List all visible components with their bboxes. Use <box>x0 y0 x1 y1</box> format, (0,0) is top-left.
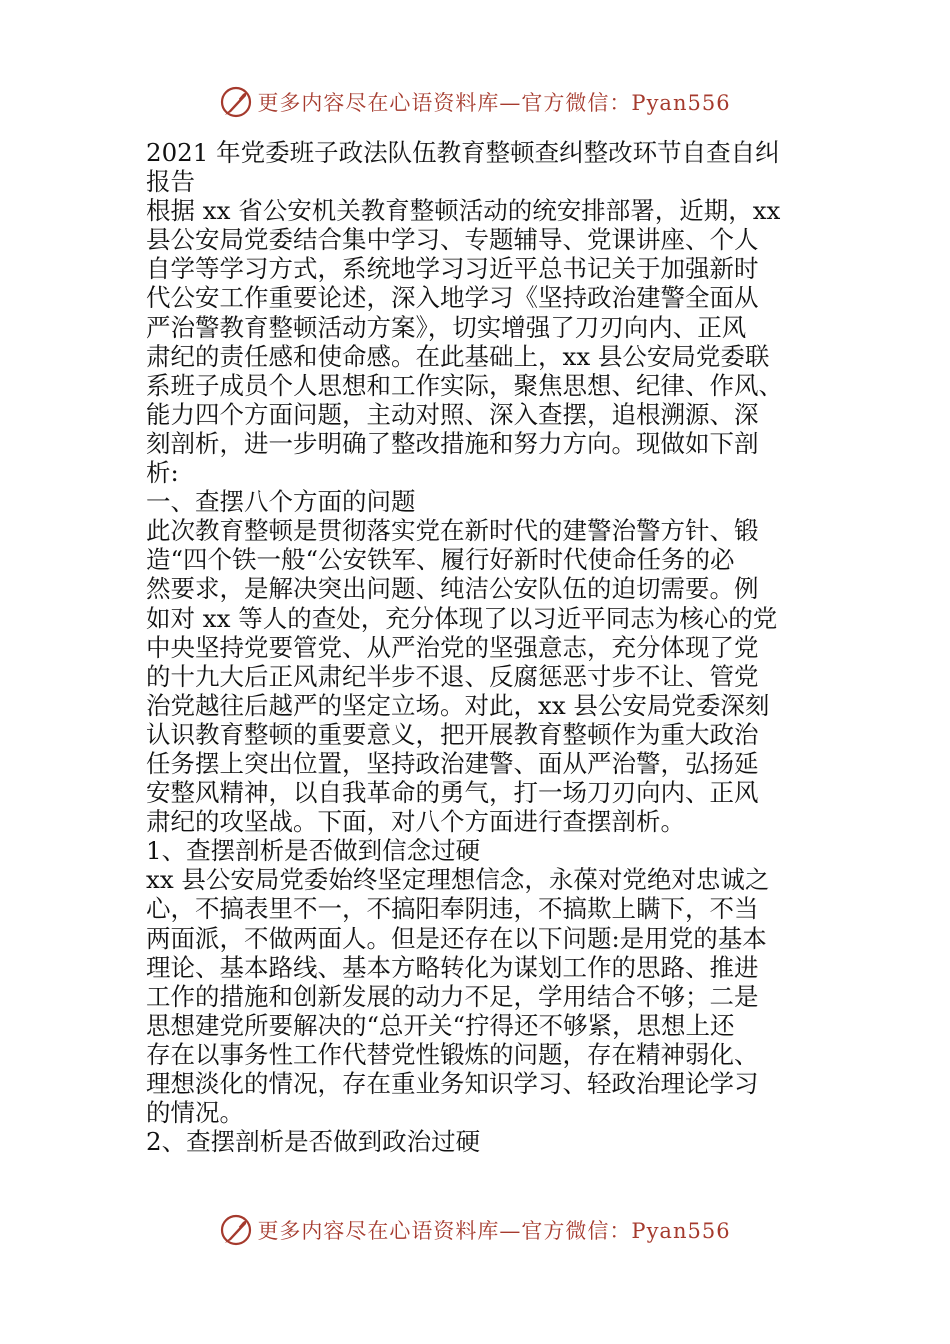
text-line: 能力四个方面问题，主动对照、深入查摆，追根溯源、深 <box>146 399 759 429</box>
text-line: 2021 年党委班子政法队伍教育整顿查纠整改环节自查自纠 <box>146 138 780 167</box>
text-line: 县公安局党委结合集中学习、专题辅导、党课讲座、个人 <box>146 225 759 255</box>
text-line: 任务摆上突出位置，坚持政治建警、面从严治警，弘扬延 <box>146 748 759 778</box>
text-line: 治党越往后越严的坚定立场。对此，xx 县公安局党委深刻 <box>146 690 770 720</box>
footer-watermark-banner <box>0 1210 950 1250</box>
text-line: 理想淡化的情况，存在重业务知识学习、轻政治理论学习 <box>146 1069 759 1098</box>
text-line: 工作的措施和创新发展的动力不足，学用结合不够；二是 <box>146 981 759 1011</box>
text-line: 理论、基本路线、基本方略转化为谋划工作的思路、推进 <box>146 952 759 982</box>
text-line: 1、查摆剖析是否做到信念过硬 <box>146 836 481 866</box>
document-body <box>146 138 800 1156</box>
text-line: 2、查摆剖析是否做到政治过硬 <box>146 1127 481 1157</box>
text-line: 心，不搞表里不一，不搞阳奉阴违，不搞欺上瞒下，不当 <box>146 894 759 924</box>
text-line: 系班子成员个人思想和工作实际，聚焦思想、纪律、作风、 <box>146 370 783 400</box>
quill-logo-icon <box>219 1213 253 1247</box>
quill-logo-icon <box>219 85 253 119</box>
text-line: 严治警教育整顿活动方案》，切实增强了刀刃向内、正风 <box>146 312 747 342</box>
header-banner-text: 更多内容尽在心语资料库—官方微信：Pyan556 <box>257 91 731 115</box>
text-line: 然要求，是解决突出问题、纯洁公安队伍的迫切需要。例 <box>146 574 759 604</box>
text-line: 存在以事务性工作代替党性锻炼的问题，存在精神弱化、 <box>146 1039 759 1069</box>
text-line: 此次教育整顿是贯彻落实党在新时代的建警治警方针、锻 <box>146 516 759 546</box>
text-line: 的十九大后正风肃纪半步不退、反腐惩恶寸步不让、管党 <box>146 661 759 691</box>
text-line: 根据 xx 省公安机关教育整顿活动的统安排部署，近期，xx <box>146 196 781 226</box>
text-line: 一、查摆八个方面的问题 <box>146 487 416 517</box>
text-line: 代公安工作重要论述，深入地学习《坚持政治建警全面从 <box>146 283 759 313</box>
footer-banner-text: 更多内容尽在心语资料库—官方微信：Pyan556 <box>257 1219 731 1243</box>
text-line: 报告 <box>146 167 195 197</box>
text-line: 肃纪的攻坚战。下面，对八个方面进行查摆剖析。 <box>146 807 685 837</box>
text-line: 自学等学习方式，系统地学习习近平总书记关于加强新时 <box>146 254 759 284</box>
text-line: 如对 xx 等人的查处，充分体现了以习近平同志为核心的党 <box>146 603 778 633</box>
text-line: 造“四个铁一般“公安铁军、履行好新时代使命任务的必 <box>146 545 735 575</box>
text-line: 思想建党所要解决的“总开关“拧得还不够紧，思想上还 <box>146 1010 735 1040</box>
text-line: 刻剖析，进一步明确了整改措施和努力方向。现做如下剖 <box>146 428 759 458</box>
header-watermark-banner <box>0 82 950 122</box>
text-line: 析: <box>146 458 179 488</box>
text-line: 的情况。 <box>146 1098 244 1128</box>
text-line: 肃纪的责任感和使命感。在此基础上，xx 县公安局党委联 <box>146 341 770 371</box>
text-line: 安整风精神，以自我革命的勇气，打一场刀刃向内、正风 <box>146 778 759 808</box>
text-line: 认识教育整顿的重要意义，把开展教育整顿作为重大政治 <box>146 719 759 749</box>
text-line: xx 县公安局党委始终坚定理想信念，永葆对党绝对忠诚之 <box>146 865 770 895</box>
text-line: 中央坚持党要管党、从严治党的坚强意志，充分体现了党 <box>146 632 759 662</box>
text-line: 两面派，不做两面人。但是还存在以下问题:是用党的基本 <box>146 923 767 953</box>
